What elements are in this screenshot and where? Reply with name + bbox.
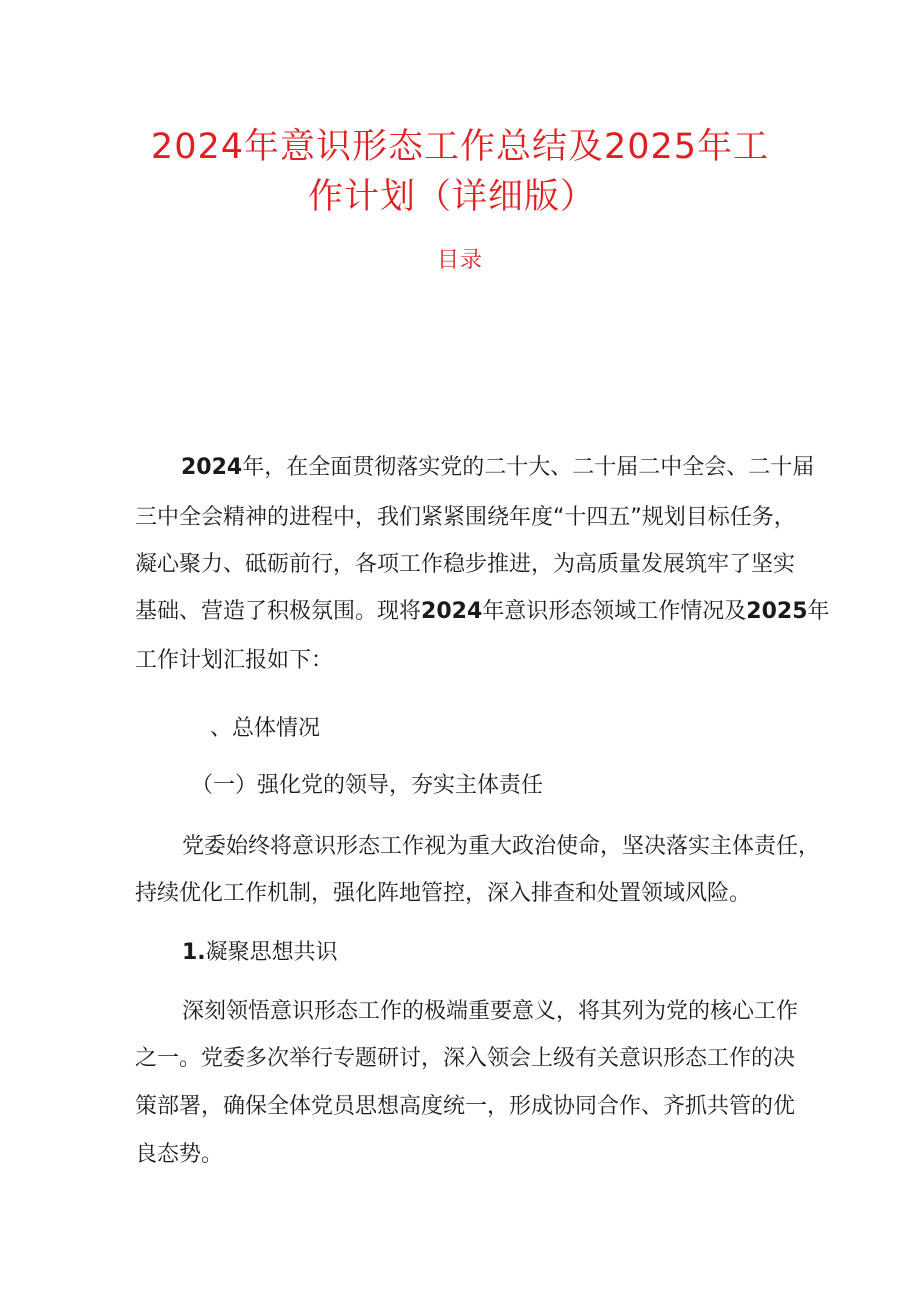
intro-year-2024-b: 2024 [421, 599, 483, 624]
section-heading: 、总体情况 [210, 716, 321, 741]
intro-line-4-text-b: 年意识形态领域工作情况及 [482, 599, 747, 624]
table-of-contents-label: 目录 [436, 248, 483, 273]
intro-line-1-text: 年，在全面贯彻落实党的二十大、二十届二中全会、二十届 [242, 455, 815, 480]
intro-year-2024: 2024 [181, 455, 243, 480]
intro-year-2025: 2025 [746, 599, 808, 624]
intro-line-2: 三中全会精神的进程中，我们紧紧围绕年度“十四五”规划目标任务， [135, 505, 796, 530]
intro-line-1 [181, 457, 814, 479]
document-title-line-2: 作计划（详细版） [307, 177, 596, 217]
subsection-para-line-2: 持续优化工作机制，强化阵地管控，深入排查和处置领域风险。 [135, 881, 752, 906]
item-para-line-1: 深刻领悟意识形态工作的极端重要意义，将其列为党的核心工作 [182, 999, 799, 1024]
intro-line-5: 工作计划汇报如下： [135, 648, 334, 673]
subsection-heading: （一）强化党的领导，夯实主体责任 [191, 773, 544, 798]
item-para-line-2: 之一。党委多次举行专题研讨，深入领会上级有关意识形态工作的决 [135, 1046, 796, 1071]
item-number: 1. [182, 940, 206, 965]
document-title-line-1: 2024年意识形态工作总结及2025年工 [150, 127, 770, 167]
intro-line-4 [135, 601, 830, 623]
item-heading [182, 942, 338, 964]
subsection-para-line-1: 党委始终将意识形态工作视为重大政治使命，坚决落实主体责任， [182, 834, 821, 859]
intro-line-3: 凝心聚力、砥砺前行，各项工作稳步推进，为高质量发展筑牢了坚实 [135, 552, 796, 577]
item-para-line-3: 策部署，确保全体党员思想高度统一，形成协同合作、齐抓共管的优 [135, 1094, 796, 1119]
item-heading-text: 凝聚思想共识 [205, 940, 338, 965]
intro-line-4-text-c: 年 [807, 599, 830, 624]
item-para-line-4: 良态势。 [135, 1142, 224, 1167]
intro-line-4-text-a: 基础、营造了积极氛围。现将 [135, 599, 422, 624]
